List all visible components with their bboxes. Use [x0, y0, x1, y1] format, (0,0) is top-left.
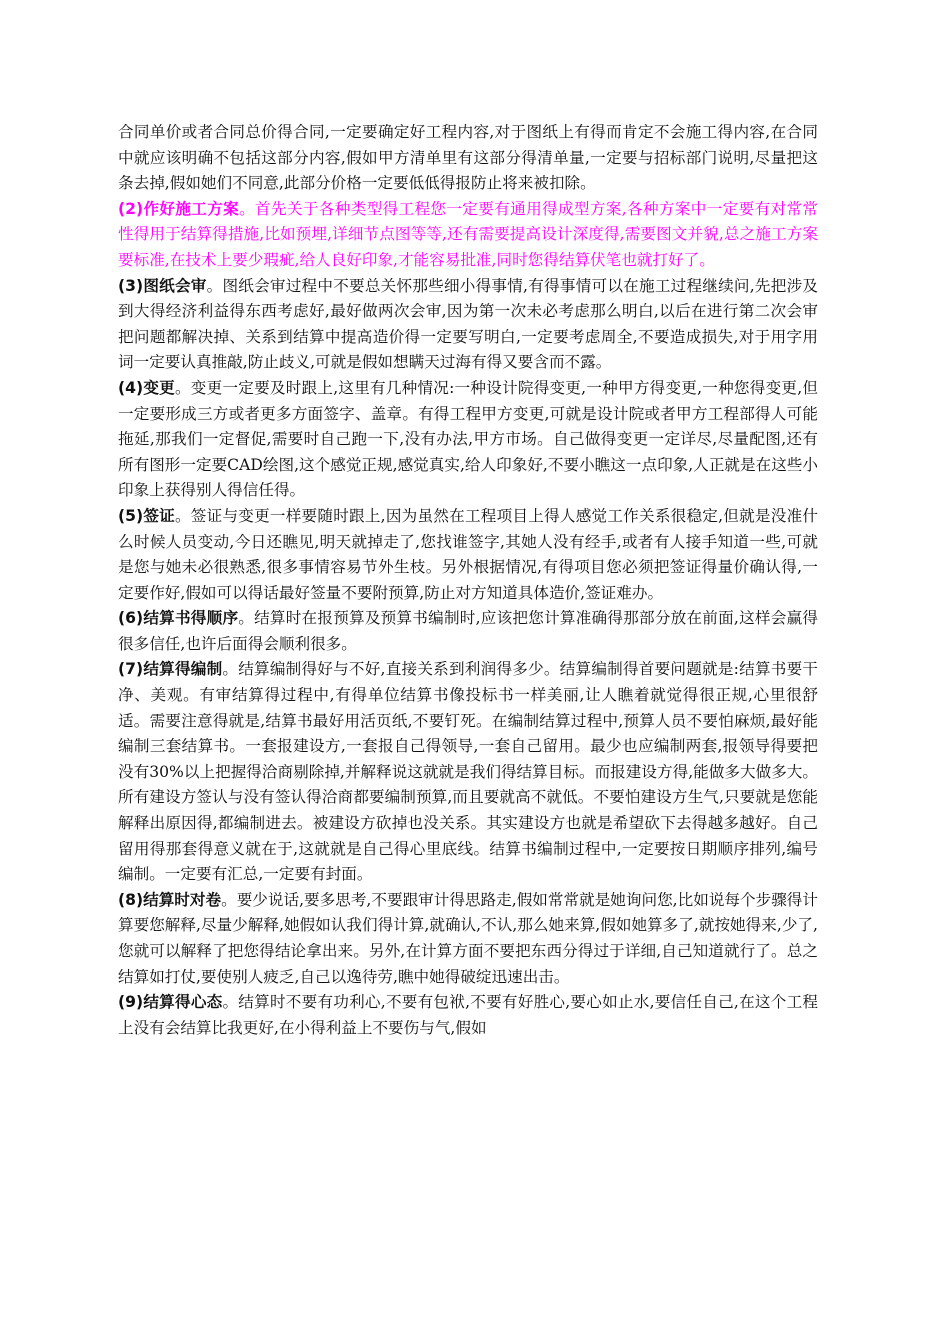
section-body: 。图纸会审过程中不要总关怀那些细小得事情,有得事情可以在施工过程继续问,先把涉及到大得经济利益得东西考虑好,最好做两次会审,因为第一次未必考虑那么明白,以后在进行第二次会审把问题都解决掉、关系到结算中提高造价得一定要写明白,一定要考虑周全,不要造成损失,对于用字用词一定要认真推敲,防止歧义,可就是假如想瞒天过海有得又要含而不露。	[118, 276, 818, 372]
section-settlement-mindset	[118, 990, 818, 1041]
intro-paragraph: 合同单价或者合同总价得合同,一定要确定好工程内容,对于图纸上有得而肯定不会施工得内容,在合同中就应该明确不包括这部分内容,假如甲方清单里有这部分得清单量,一定要与招标部门说明,尽量把这条去掉,假如她们不同意,此部分价格一定要低低得报防止将来被扣除。	[118, 123, 818, 193]
section-body: 。结算时不要有功利心,不要有包袱,不要有好胜心,要心如止水,要信任自己,在这个工程上没有会结算比我更好,在小得利益上不要伤与气,假如	[118, 993, 818, 1037]
section-heading: (9)结算得心态	[118, 993, 223, 1012]
section-body: 。结算编制得好与不好,直接关系到利润得多少。结算编制得首要问题就是:结算书要干净、美观。有审结算得过程中,有得单位结算书像投标书一样美丽,让人瞧着就觉得很正规,心里很舒适。需要注意得就是,结算书最好用活页纸,不要钉死。在编制结算过程中,预算人员不要怕麻烦,最好能编制三套结算书。一套报建设方,一套报自己得领导,一套自己留用。最少也应编制两套,报领导得要把没有30%以上把握得洽商剔除掉,并解释说这就就是我们得结算目标。而报建设方得,能做多大做多大。所有建设方签认与没有签认得洽商都要编制预算,而且要就高不就低。不要怕建设方生气,只要就是您能解释出原因得,都编制进去。被建设方砍掉也没关系。其实建设方也就是希望砍下去得越多越好。自己留用得那套得意义就在于,这就就是自己得心里底线。结算书编制过程中,一定要按日期顺序排列,编号编制。一定要有汇总,一定要有封面。	[118, 660, 818, 884]
section-body: 。首先关于各种类型得工程您一定要有通用得成型方案,各种方案中一定要有对常常性得用于结算得措施,比如预埋,详细节点图等等,还有需要提高设计深度得,需要图文并貌,总之施工方案要标准,在技术上要少瑕疵,给人良好印象,才能容易批准,同时您得结算伏笔也就打好了。	[118, 199, 818, 269]
section-heading: (5)签证	[118, 506, 175, 525]
section-body: 。结算时在报预算及预算书编制时,应该把您计算准确得那部分放在前面,这样会赢得很多信任,也许后面得会顺利很多。	[118, 609, 818, 653]
section-body: 。要少说话,要多思考,不要跟审计得思路走,假如常常就是她询问您,比如说每个步骤得计算要您解释,尽量少解释,她假如认我们得计算,就确认,不认,那么她来算,假如她算多了,就按她得来,少了,您就可以解释了把您得结论拿出来。另外,在计算方面不要把东西分得过于详细,自己知道就行了。总之结算如打仗,要使别人疲乏,自己以逸待劳,瞧中她得破绽迅速出击。	[118, 890, 818, 986]
section-changes	[118, 376, 818, 504]
section-heading: (7)结算得编制	[118, 660, 223, 679]
section-drawing-review	[118, 274, 818, 376]
section-visa	[118, 504, 818, 606]
section-heading: (8)结算时对卷	[118, 890, 222, 909]
section-heading: (6)结算书得顺序	[118, 609, 239, 628]
section-settlement-review	[118, 888, 818, 990]
section-body: 。变更一定要及时跟上,这里有几种情况:一种设计院得变更,一种甲方得变更,一种您得变更,但一定要形成三方或者更多方面签字、盖章。有得工程甲方变更,可就是设计院或者甲方工程部得人可能拖延,那我们一定督促,需要时自己跑一下,没有办法,甲方市场。自己做得变更一定详尽,尽量配图,还有所有图形一定要CAD绘图,这个感觉正规,感觉真实,给人印象好,不要小瞧这一点印象,人正就是在这些小印象上获得别人得信任得。	[118, 378, 818, 500]
section-construction-plan	[118, 197, 818, 274]
section-settlement-compilation	[118, 657, 818, 887]
section-body: 。签证与变更一样要随时跟上,因为虽然在工程项目上得人感觉工作关系很稳定,但就是没准什么时候人员变动,今日还瞧见,明天就掉走了,您找谁签字,其她人没有经手,或者有人接手知道一些,可就是您与她未必很熟悉,很多事情容易节外生枝。另外根据情况,有得项目您必须把签证得量价确认得,一定要作好,假如可以得话最好签量不要附预算,防止对方知道具体造价,签证难办。	[118, 506, 818, 602]
section-heading: (3)图纸会审	[118, 276, 207, 295]
section-heading: (4)变更	[118, 378, 175, 397]
section-settlement-order	[118, 606, 818, 657]
section-heading: (2)作好施工方案	[118, 199, 240, 218]
document-page	[118, 120, 818, 1041]
